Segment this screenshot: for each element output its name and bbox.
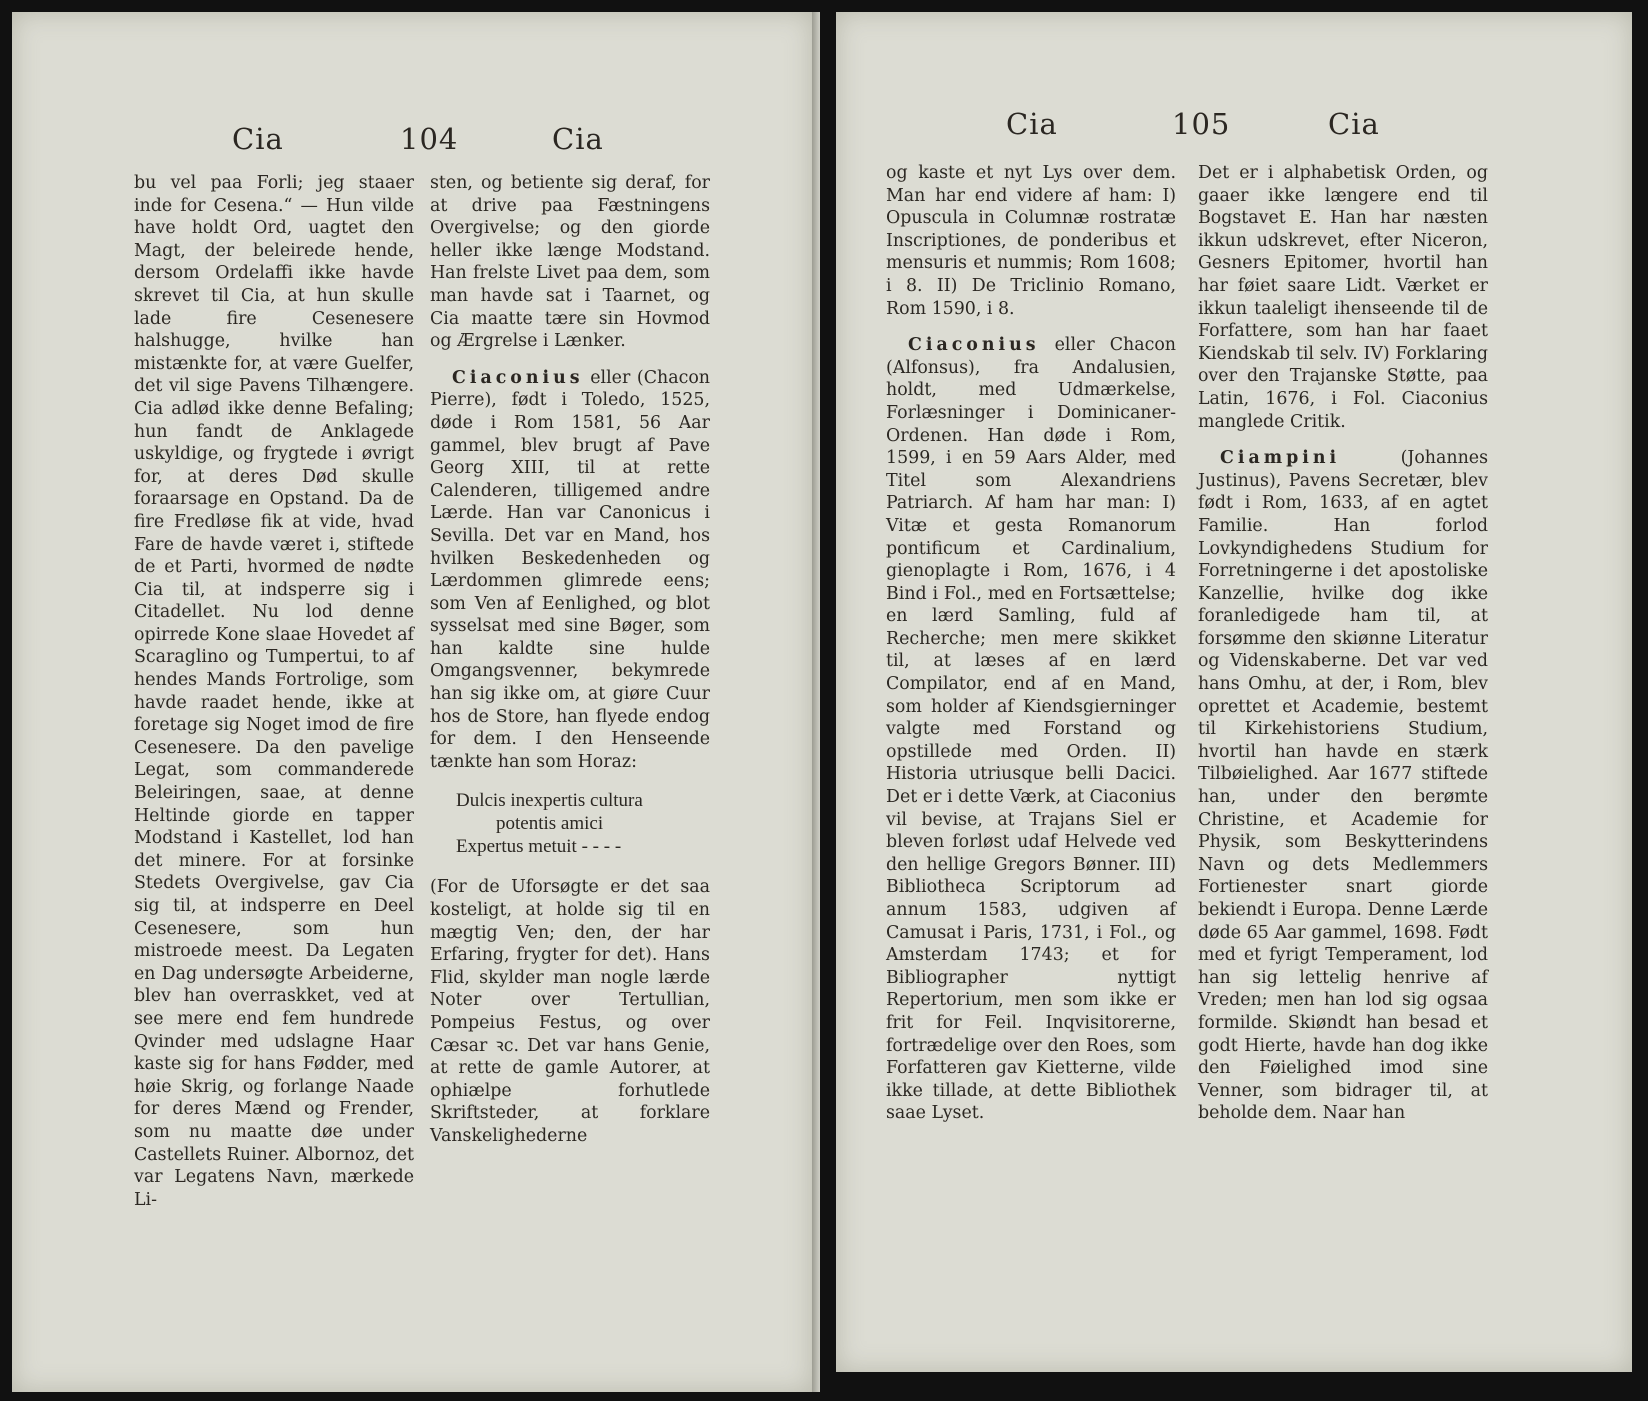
paragraph: og kaste et nyt Lys over dem. Man har end videre af ham: I) Opuscula in Columnæ rostratæ Inscriptiones, de ponderibus et mensuris et nummis; Rom 1608; i 8. II) De Triclinio Romano, Rom 1590, i 8. [886, 163, 1176, 319]
page-gutter [812, 12, 820, 1392]
page-header-left [12, 122, 812, 172]
entry-headword: Ciaconius [452, 367, 584, 388]
paragraph: bu vel paa Forli; jeg staaer inde for Cesena.“ — Hun vilde have holdt Ord, uagtet den Magt, der beleirede hende, dersom Ordelaffi ikke havde skrevet til Cia, at hun skulle lade fire Cesenesere halshugge, hvilke han mistænkte for, at være Guelfer, det vil sige Pavens Tilhængere. Cia adlød ikke denne Befaling; hun fandt de Anklagede uskyldige, og frygtede i øvrigt for, at deres Død skulle foraarsage en Opstand. Da de fire Fredløse fik at vide, hvad Fare de havde været i, stiftede de et Parti, hvormed de nødte Cia til, at indsperre sig i Citadellet. Nu lod denne opirrede Kone slaae Hovedet af Scaraglino og Tumpertui, to af hendes Mands Fortrolige, som havde raadet hende, ikke at foretage sig Noget imod de fire Cesenesere. Da den pavelige Legat, som commanderede Beleiringen, saae, at denne Heltinde giorde en tapper Modstand i Kastellet, lod han det minere. For at forsinke Stedets Overgivelse, gav Cia sig til, at indsperre en Deel Cesenesere, som hun mistroede meest. Da Legaten en Dag undersøgte Arbeiderne, blev han overraskket, ved at see mere end fem hundrede Qvinder med udslagne Haar kaste sig for hans Fødder, med høie Skrig, og forlange Naade for deres Mænd og Frender, som nu maatte døe under Castellets Ruiner. Albornoz, det var Legatens Navn, mærkede Li- [134, 173, 414, 1210]
page-header-right [836, 107, 1632, 157]
text-column-1 [886, 162, 1176, 1125]
page-number: 104 [400, 122, 459, 156]
entry-headword: Ciaconius [908, 335, 1040, 356]
latin-quote [456, 789, 710, 858]
text-column-2 [1198, 162, 1488, 1125]
quote-line: potentis amici [496, 813, 604, 835]
entry-text: (Johannes Justinus), Pavens Secretær, blev født i Rom, 1633, af en agtet Familie. Han forlod Lovkyndighedens Studium for Forretningerne i det apostoliske Kanzellie, hvilke dog ikke foranledigede ham til, at forsømme den skiønne Literatur og Videnskaberne. Det var ved hans Omhu, at der, i Rom, blev oprettet et Academie, bestemt til Kirkehistoriens Studium, hvortil han havde en stærk Tilbøielighed. Aar 1677 stiftede han, under den berømte Christine, et Academie for Physik, som Beskytterindens Navn og dets Medlemmers Fortienester snart giorde bekiendt i Europa. Denne Lærde døde 65 Aar gammel, 1698. Født med et fyrigt Temperament, lod han sig lettelig henrive af Vreden; men han lod sig ogsaa formilde. Skiøndt han besad et godt Hierte, havde han dog ikke den Føielighed imod sine Venner, som bidrager til, at beholde dem. Naar han [1198, 448, 1488, 1124]
right-page [836, 12, 1632, 1372]
entry-headword: Ciampini [1220, 448, 1341, 469]
text-column-2 [430, 172, 710, 1148]
paragraph: Det er i alphabetisk Orden, og gaaer ikke længere end til Bogstavet E. Han har næsten ikkun udskrevet, efter Niceron, Gesners Epitomer, hvortil han har føiet saare Lidt. Værket er ikkun taaleligt ihenseende til de Forfattere, som han har faaet Kiendskab til selv. IV) Forklaring over den Trajanske Støtte, paa Latin, 1676, i Fol. Ciaconius manglede Critik. [1198, 163, 1488, 432]
paragraph: (For de Uforsøgte er det saa kosteligt, at holde sig til en mægtig Ven; den, der har Erfaring, frygter for det). Hans Flid, skylder man nogle lærde Noter over Tertullian, Pompeius Festus, og over Cæsar ꝛc. Det var hans Genie, at rette de gamle Autorer, at ophiælpe forhutlede Skriftsteder, at forklare Vanskelighederne [430, 877, 710, 1146]
entry-text: eller (Chacon Pierre), født i Toledo, 1525, døde i Rom 1581, 56 Aar gammel, blev brugt af Pave Georg XIII, til at rette Calenderen, tilligemed andre Lærde. Han var Canonicus i Sevilla. Det var en Mand, hos hvilken Beskedenheden og Lærdommen glimrede eens; som Ven af Eenlighed, og blot sysselsat med sine Bøger, som han kaldte sine hulde Omgangsvenner, bekymrede han sig ikke om, at giøre Cuur hos de Store, han flyede endog for dem. I den Henseende tænkte han som Horaz: [430, 367, 710, 772]
page-number: 105 [1172, 107, 1231, 141]
running-head-right: Cia [552, 122, 604, 156]
quote-line: Dulcis inexpertis cultura [456, 790, 643, 812]
paragraph: sten, og betiente sig deraf, for at drive paa Fæstningens Overgivelse; og den giorde heller ikke længe Modstand. Han frelste Livet paa dem, som man havde sat i Taarnet, og Cia maatte tære sin Hovmod og Ærgrelse i Lænker. [430, 173, 710, 352]
entry-ciaconius-pierre [430, 367, 710, 774]
entry-text: eller Chacon (Alfonsus), fra Andalusien, holdt, med Udmærkelse, Forlæsninger i Dominicaner-Ordenen. Han døde i Rom, 1599, i en 59 Aars Alder, med Titel som Alexandriens Patriarch. Af ham har man: I) Vitæ et gesta Romanorum pontificum et Cardinalium, gienoplagte i Rom, 1676, i 4 Bind i Fol., med en Fortsættelse; en lærd Samling, fuld af Recherche; men mere skikket til, at læses af en lærd Compilator, end af en Mand, som holder af Kiendsgierninger valgte med Forstand og opstillede med Orden. II) Historia utriusque belli Dacici. Det er i dette Værk, at Ciaconius vil bevise, at Trajans Siel er bleven forløst udaf Helvede ved den hellige Gregors Bønner. III) Bibliotheca Scriptorum ad annum 1583, udgiven af Camusat i Paris, 1731, i Fol., og Amsterdam 1743; et for Bibliographer nyttigt Repertorium, men som ikke er frit for Feil. Inqvisitorerne, fortrædelige over den Roes, som Forfatteren gav Kietterne, vilde ikke tillade, at dette Bibliothek saae Lyset. [886, 335, 1176, 1124]
entry-ciaconius-alfonsus [886, 334, 1176, 1125]
running-head-left: Cia [232, 122, 284, 156]
running-head-left: Cia [1006, 107, 1058, 141]
left-page [12, 12, 812, 1392]
entry-ciampini [1198, 447, 1488, 1125]
text-column-1 [134, 172, 414, 1211]
running-head-right: Cia [1328, 107, 1380, 141]
quote-line: Expertus metuit - - - - [456, 836, 622, 858]
